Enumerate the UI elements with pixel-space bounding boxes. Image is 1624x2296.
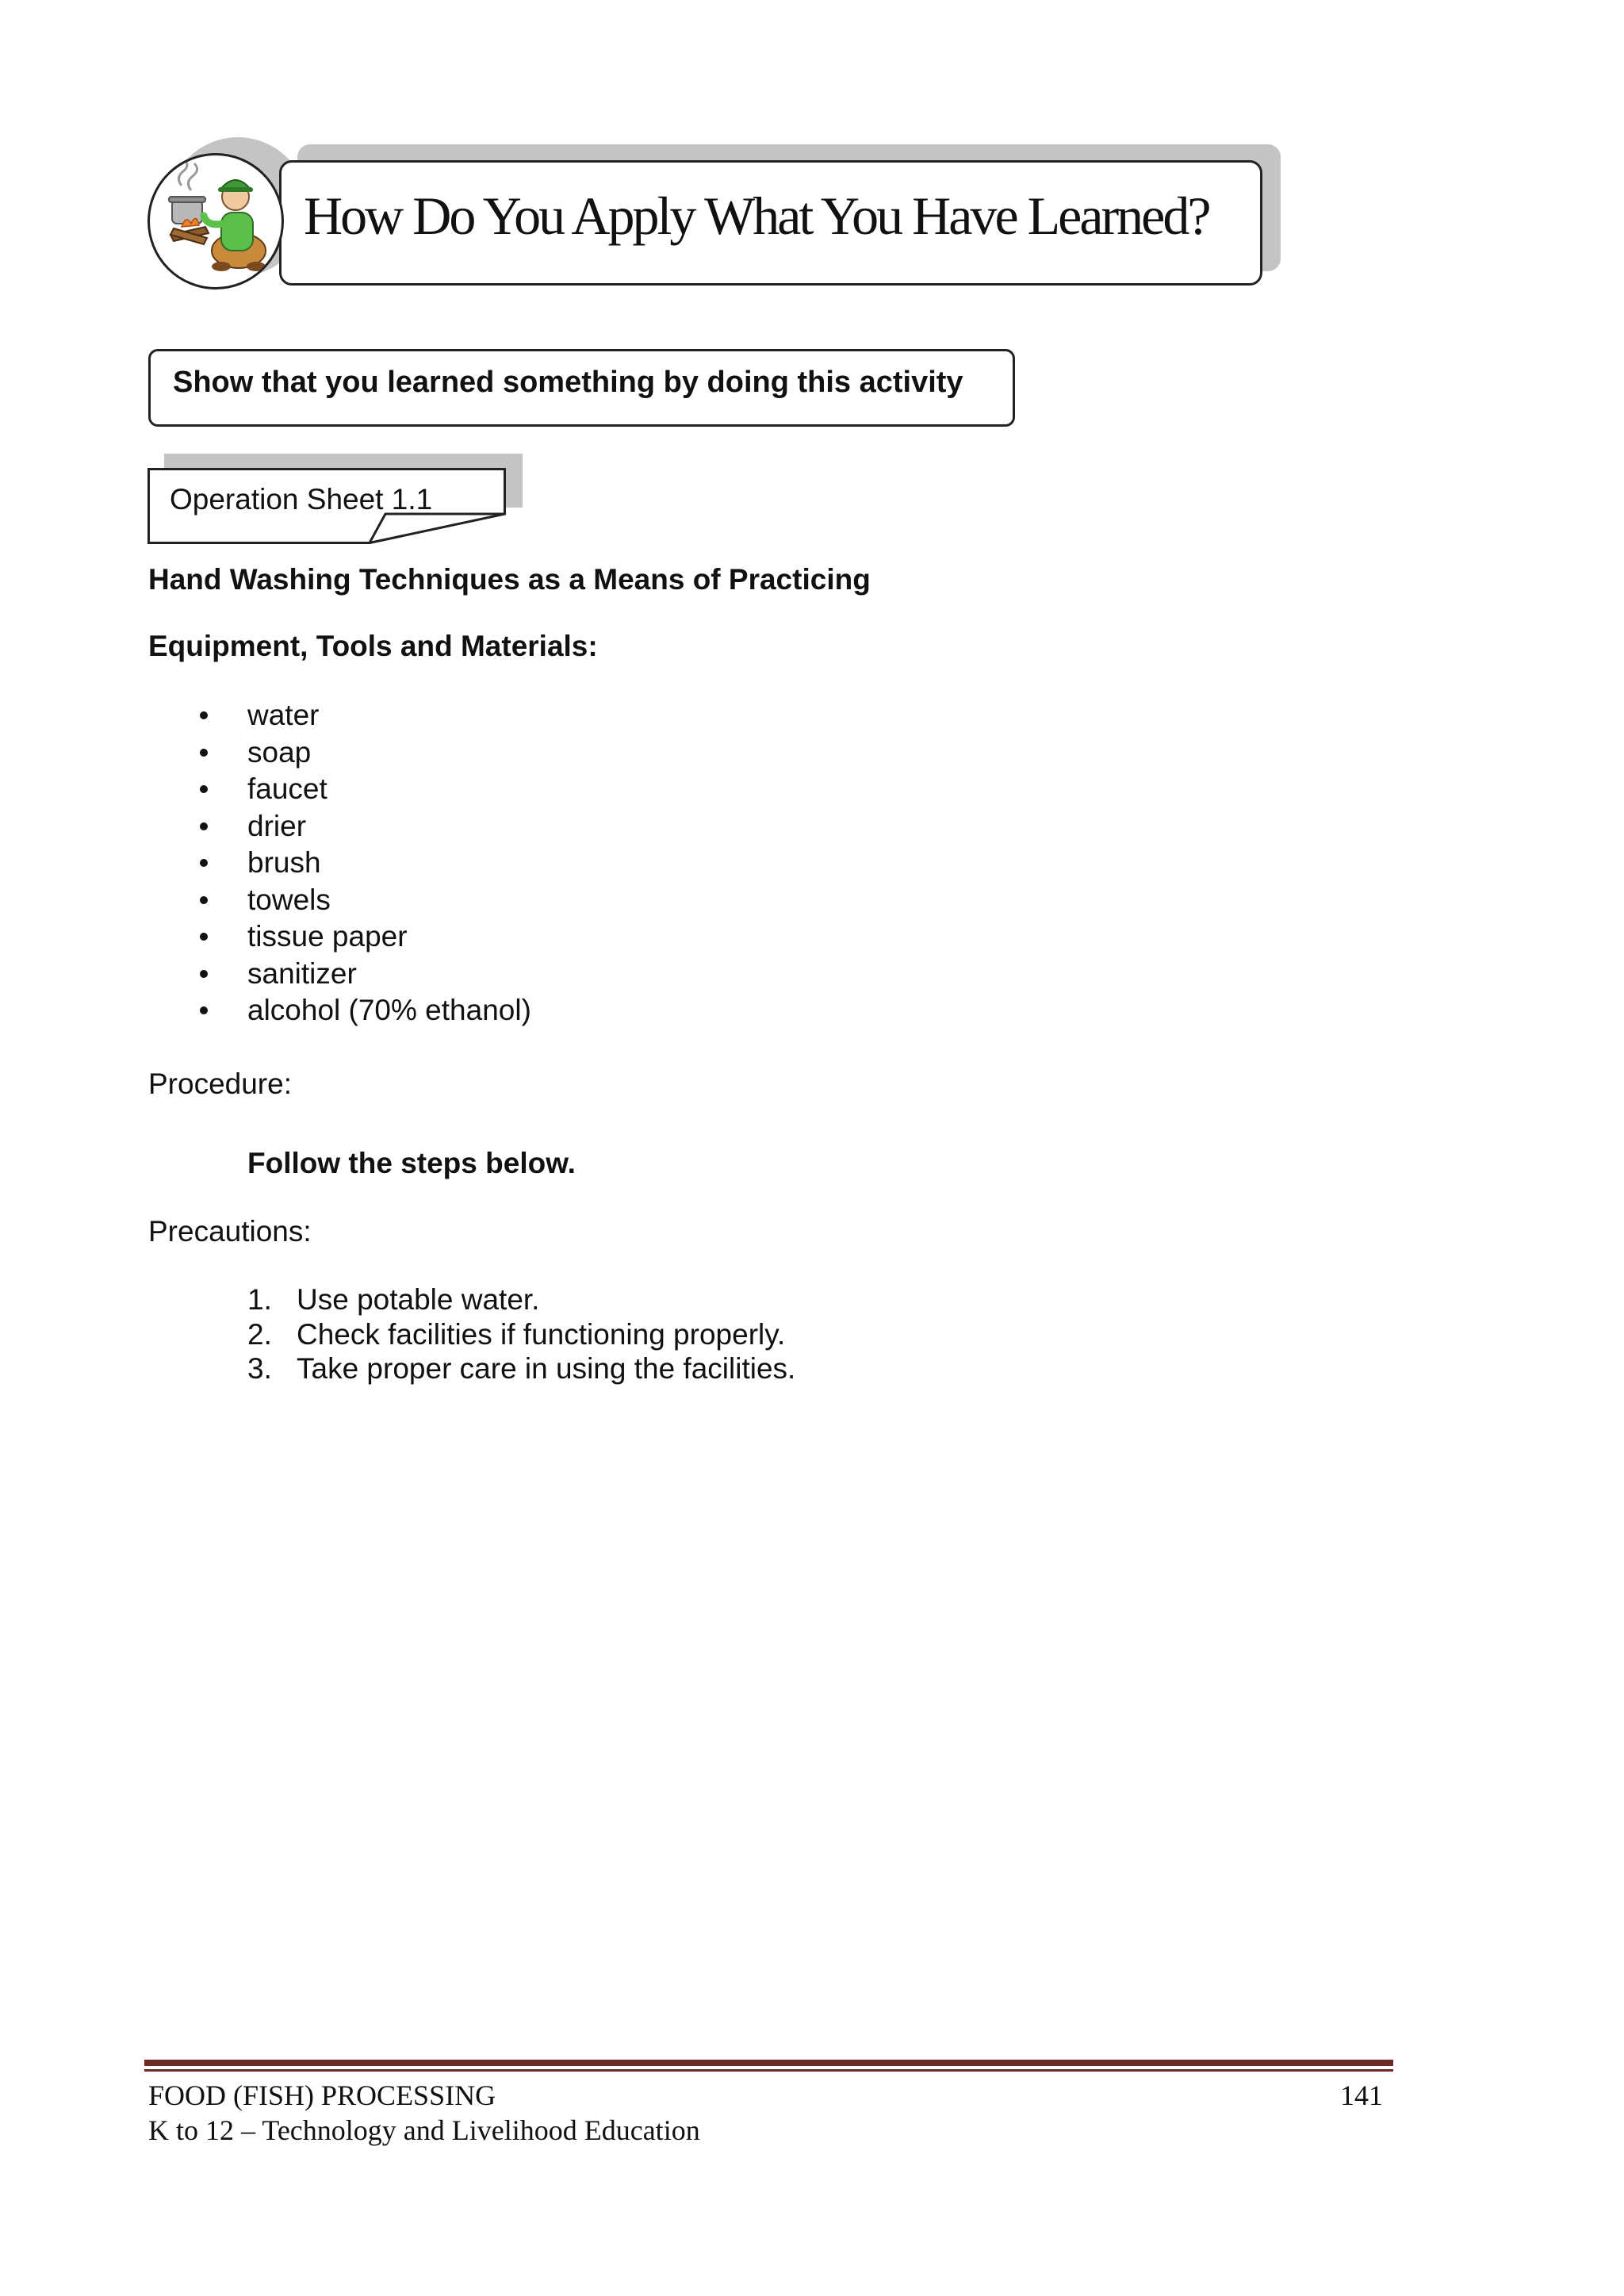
operation-sheet-label: Operation Sheet 1.1 xyxy=(170,483,433,516)
page-number: 141 xyxy=(1340,2079,1383,2111)
list-item: drier xyxy=(198,808,531,845)
list-item: 1. Use potable water. xyxy=(247,1283,540,1316)
bullet-icon xyxy=(200,711,208,719)
cooking-character-icon xyxy=(150,155,282,287)
procedure-instruction: Follow the steps below. xyxy=(247,1147,576,1179)
bullet-icon xyxy=(200,822,208,830)
bullet-icon xyxy=(200,785,208,793)
bullet-icon xyxy=(200,1006,208,1014)
list-item: 3. Take proper care in using the facilities. xyxy=(247,1352,796,1385)
footer-rule xyxy=(144,2060,1393,2066)
bullet-icon xyxy=(200,896,208,904)
icon-circle xyxy=(147,153,284,289)
bullet-icon xyxy=(200,970,208,978)
list-item: faucet xyxy=(198,771,531,808)
list-item: towels xyxy=(198,882,531,919)
equipment-heading: Equipment, Tools and Materials: xyxy=(148,630,598,662)
list-item: soap xyxy=(198,734,531,772)
list-item: tissue paper xyxy=(198,918,531,956)
list-item: 2. Check facilities if functioning properly. xyxy=(247,1317,786,1351)
list-item: alcohol (70% ethanol) xyxy=(198,992,531,1029)
footer-subject: FOOD (FISH) PROCESSING xyxy=(148,2079,496,2111)
precautions-list xyxy=(247,1282,795,1386)
list-item: brush xyxy=(198,845,531,882)
page-title: How Do You Apply What You Have Learned? xyxy=(304,186,1209,246)
list-item: water xyxy=(198,697,531,734)
procedure-heading: Procedure: xyxy=(148,1068,292,1100)
footer-rule-thin xyxy=(144,2069,1393,2072)
bullet-icon xyxy=(200,933,208,941)
precautions-heading: Precautions: xyxy=(148,1215,312,1248)
activity-prompt: Show that you learned something by doing this activity xyxy=(173,366,963,399)
bullet-icon xyxy=(200,749,208,757)
list-item: sanitizer xyxy=(198,956,531,993)
bullet-icon xyxy=(200,859,208,867)
equipment-list xyxy=(198,697,531,1029)
operation-title: Hand Washing Techniques as a Means of Practicing xyxy=(148,563,871,596)
footer-program: K to 12 – Technology and Livelihood Education xyxy=(148,2114,700,2146)
